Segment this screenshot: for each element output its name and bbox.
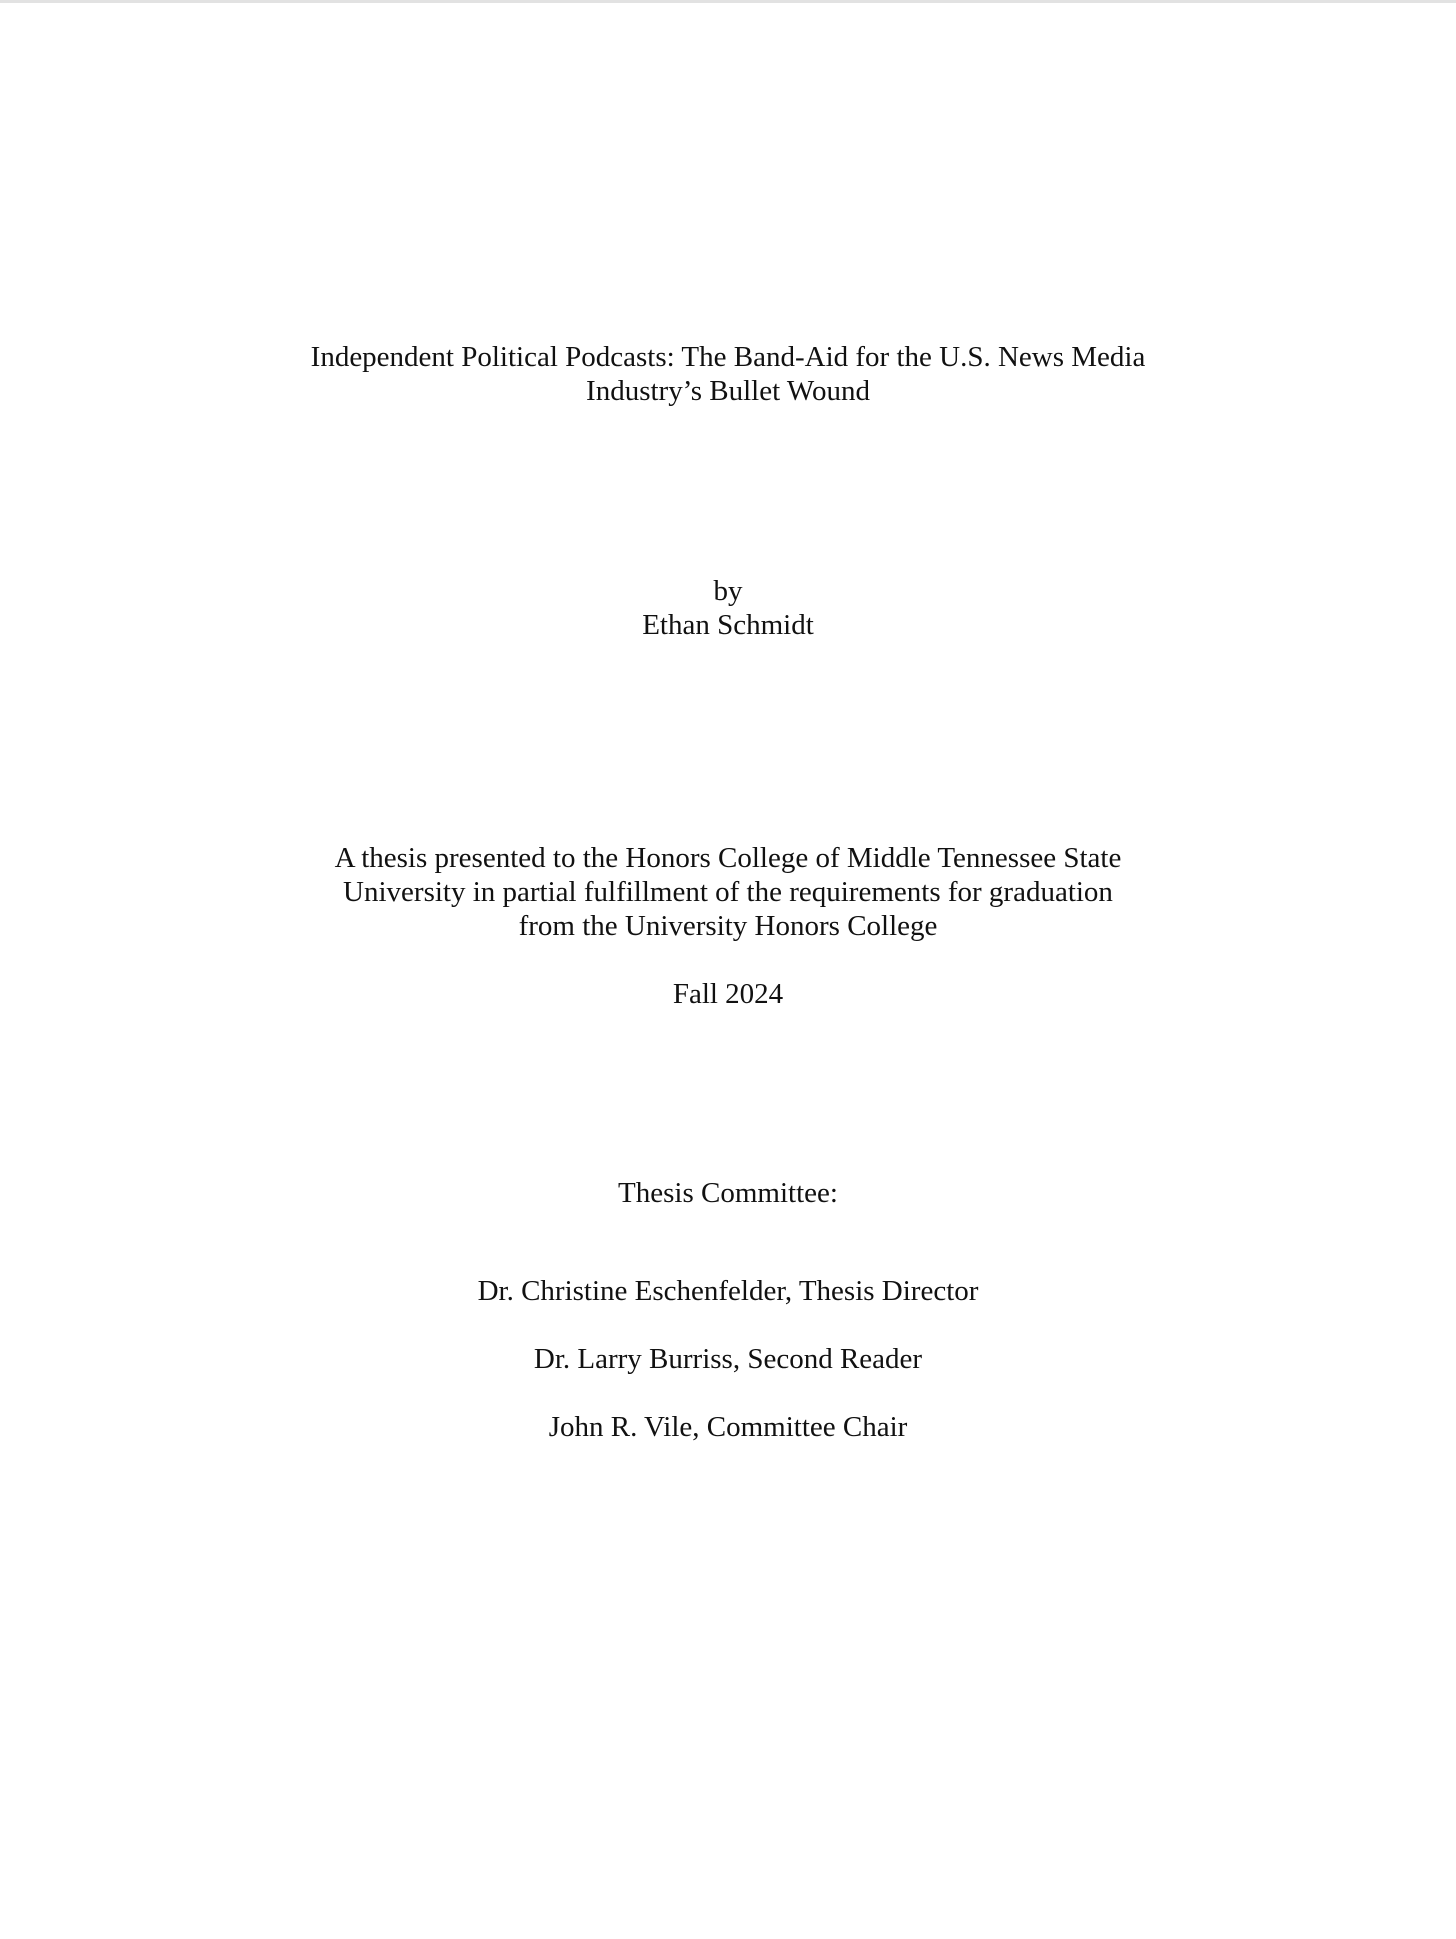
committee-member-chair: John R. Vile, Committee Chair bbox=[548, 1411, 908, 1443]
committee-member-thesis-director: Dr. Christine Eschenfelder, Thesis Director bbox=[477, 1275, 979, 1307]
committee-member bbox=[0, 1342, 1456, 1376]
committee-heading-text: Thesis Committee: bbox=[618, 1177, 838, 1209]
thesis-title-line-2: Industry’s Bullet Wound bbox=[586, 375, 870, 407]
purpose-line-2: University in partial fulfillment of the requirements for graduation bbox=[343, 876, 1113, 908]
thesis-purpose-statement bbox=[0, 841, 1456, 943]
term bbox=[0, 977, 1456, 1011]
byline-by: by bbox=[713, 575, 743, 607]
author-name: Ethan Schmidt bbox=[642, 609, 814, 641]
committee-member bbox=[0, 1410, 1456, 1444]
committee-heading bbox=[0, 1176, 1456, 1210]
purpose-line-3: from the University Honors College bbox=[518, 910, 938, 942]
thesis-title bbox=[0, 340, 1456, 408]
committee-member-second-reader: Dr. Larry Burriss, Second Reader bbox=[533, 1343, 923, 1375]
thesis-title-line-1: Independent Political Podcasts: The Band-Aid for the U.S. News Media bbox=[310, 341, 1146, 373]
committee-member bbox=[0, 1274, 1456, 1308]
term-text: Fall 2024 bbox=[672, 978, 784, 1010]
purpose-line-1: A thesis presented to the Honors College of Middle Tennessee State bbox=[334, 842, 1122, 874]
byline bbox=[0, 574, 1456, 642]
